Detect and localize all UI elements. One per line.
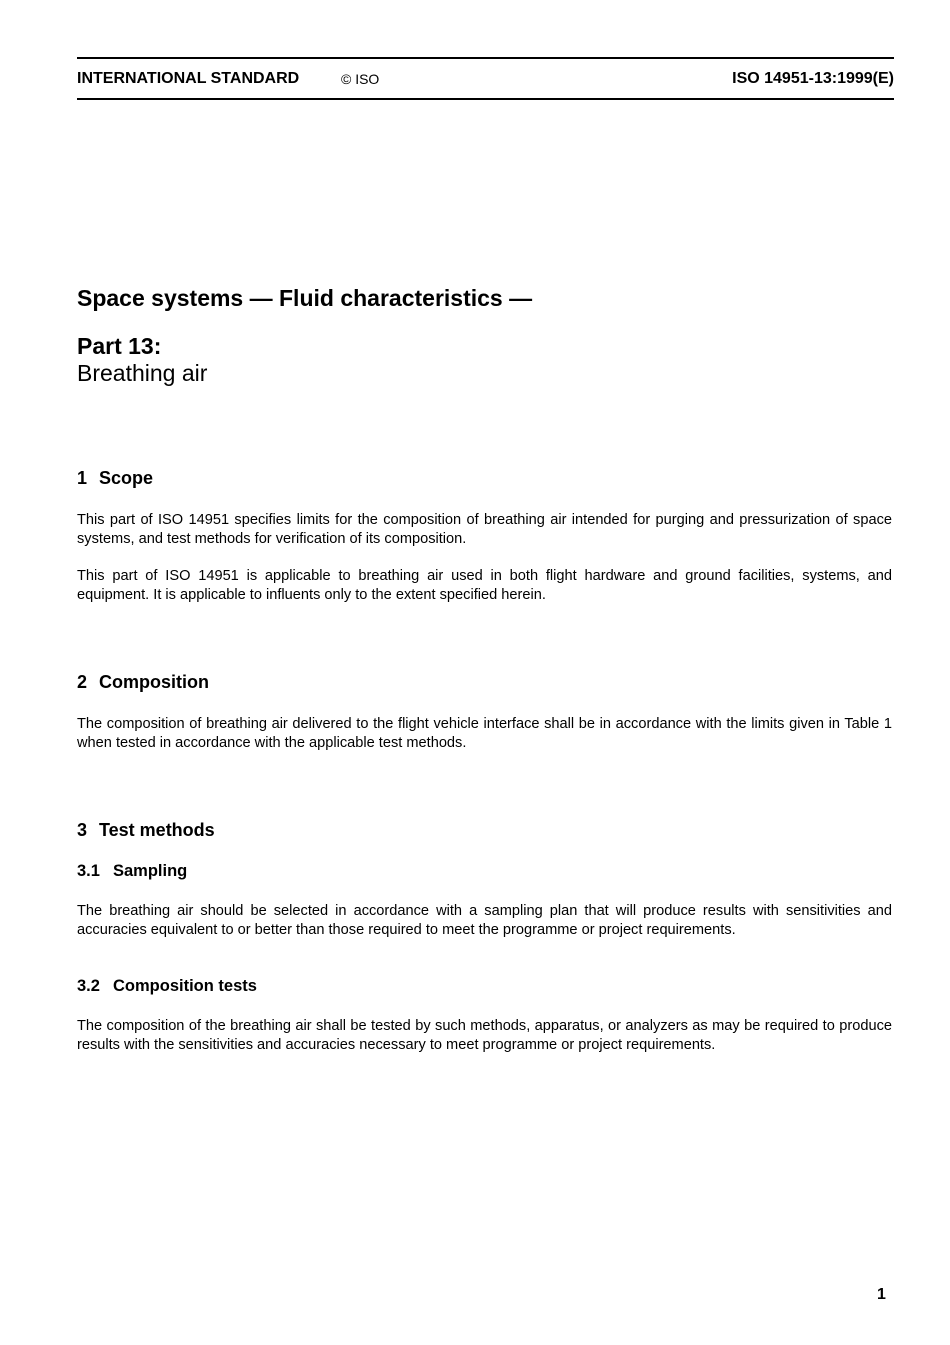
- section-heading-composition: [77, 672, 209, 693]
- section-number: 2: [77, 672, 88, 692]
- subsection-number: 3.2: [77, 977, 100, 995]
- subsection-heading-sampling: [77, 862, 187, 881]
- page-header: [77, 70, 894, 90]
- paragraph: This part of ISO 14951 specifies limits for the composition of breathing air intended for purging and pressurization of space systems, and test methods for verification of its composition.: [77, 512, 892, 547]
- page-number: 1: [877, 1286, 886, 1303]
- document-title: Space systems — Fluid characteristics —: [77, 285, 533, 311]
- section-title: Composition: [99, 672, 209, 692]
- section-title: Scope: [99, 468, 154, 488]
- paragraph: This part of ISO 14951 is applicable to breathing air used in both flight hardware and ground facilities, systems, and equipment. It is applicable to influents only to the extent specified herein.: [77, 568, 892, 603]
- section-heading-scope: [77, 468, 153, 489]
- section-number: 3: [77, 820, 88, 840]
- header-bottom-rule: [77, 98, 894, 100]
- section-title: Test methods: [99, 820, 215, 840]
- subsection-title: Composition tests: [113, 977, 257, 995]
- section-number: 1: [77, 468, 88, 488]
- part-label: Part 13:: [77, 333, 162, 359]
- subsection-number: 3.1: [77, 862, 100, 880]
- paragraph: The breathing air should be selected in accordance with a sampling plan that will produce results with sensitivities and accuracies equivalent to or better than those required to meet the programme or project requirements.: [77, 903, 892, 938]
- copyright-notice: © ISO: [341, 71, 380, 87]
- part-subtitle: Breathing air: [77, 360, 208, 386]
- header-top-rule: [77, 57, 894, 59]
- paragraph: The composition of the breathing air shall be tested by such methods, apparatus, or analyzers as may be required to produce results with the sensitivities and accuracies necessary to meet programme or project requirements.: [77, 1018, 892, 1053]
- standard-type: INTERNATIONAL STANDARD: [77, 70, 300, 87]
- subsection-heading-composition-tests: [77, 977, 257, 996]
- section-heading-test-methods: [77, 820, 215, 841]
- paragraph: The composition of breathing air delivered to the flight vehicle interface shall be in accordance with the limits given in Table 1 when tested in accordance with the applicable test methods.: [77, 716, 892, 751]
- document-id: ISO 14951-13:1999(E): [732, 70, 894, 87]
- subsection-title: Sampling: [113, 862, 188, 880]
